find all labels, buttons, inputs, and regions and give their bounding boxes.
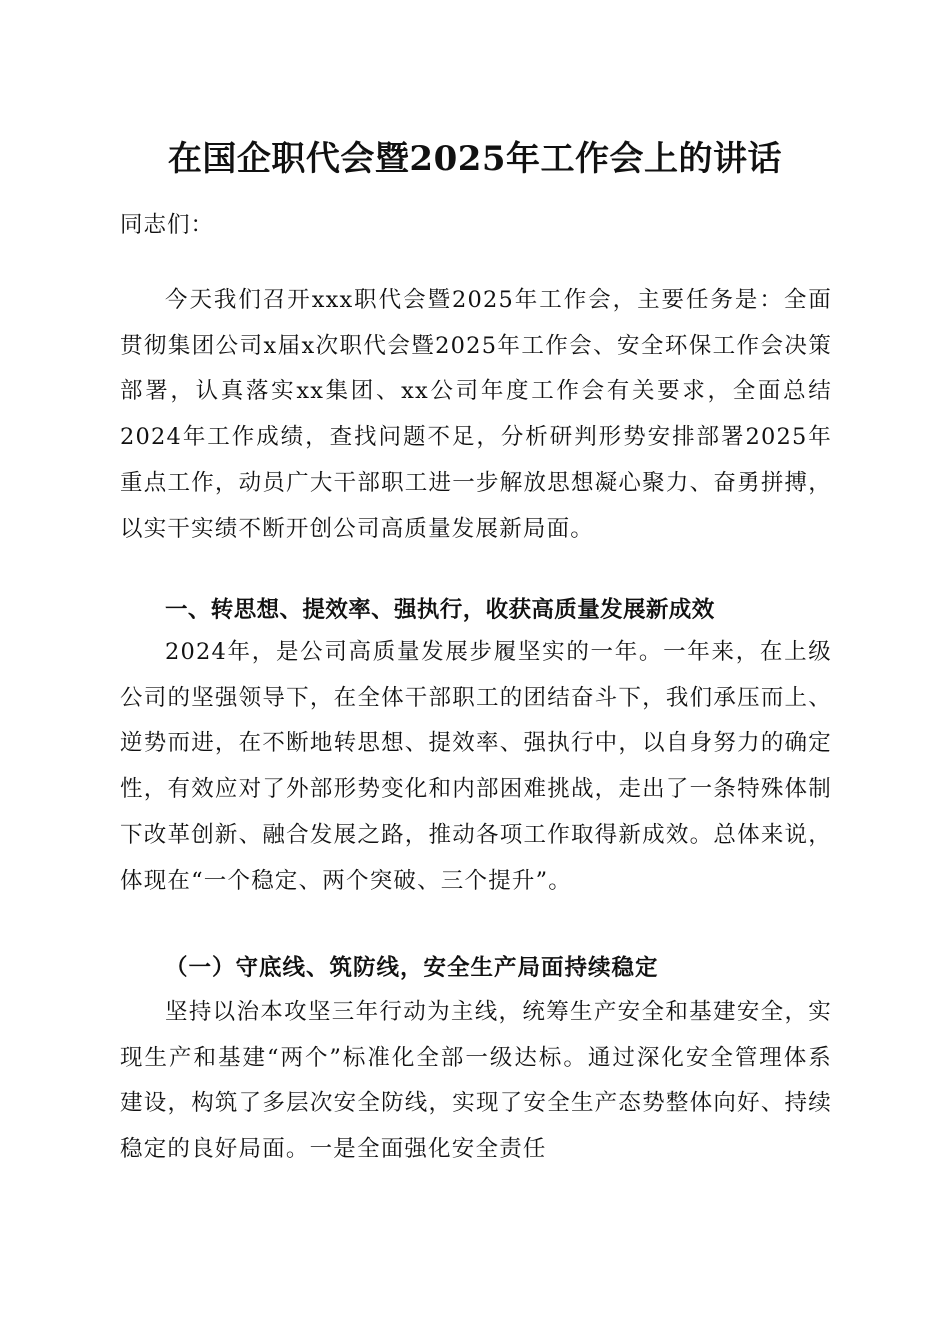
- subsection-heading-1: （一）守底线、筑防线，安全生产局面持续稳定: [165, 955, 659, 981]
- paragraph-intro: 今天我们召开xxx职代会暨2025年工作会，主要任务是：全面贯彻集团公司x届x次职代会暨2025年工作会、安全环保工作会决策部署，认真落实xx集团、xx公司年度工作会有关要求，全面总结2024年工作成绩，查找问题不足，分析研判形势安排部署2025年重点工作，动员广大干部职工进一步解放思想凝心聚力、奋勇拼搏，以实干实绩不断开创公司高质量发展新局面。: [120, 287, 832, 542]
- salutation: 同志们：: [120, 212, 215, 238]
- paragraph-2024-summary: 2024年，是公司高质量发展步履坚实的一年。一年来，在上级公司的坚强领导下，在全体干部职工的团结奋斗下，我们承压而上、逆势而进，在不断地转思想、提效率、强执行中，以自身努力的确定性，有效应对了外部形势变化和内部困难挑战，走出了一条特殊体制下改革创新、融合发展之路，推动各项工作取得新成效。总体来说，体现在“一个稳定、两个突破、三个提升”。: [120, 639, 832, 894]
- section-heading-1: 一、转思想、提效率、强执行，收获高质量发展新成效: [165, 597, 715, 623]
- paragraph-safety: 坚持以治本攻坚三年行动为主线，统筹生产安全和基建安全，实现生产和基建“两个”标准化全部一级达标。通过深化安全管理体系建设，构筑了多层次安全防线，实现了安全生产态势整体向好、持续稳定的良好局面。一是全面强化安全责任: [120, 999, 832, 1163]
- document-title: 在国企职代会暨2025年工作会上的讲话: [167, 139, 783, 179]
